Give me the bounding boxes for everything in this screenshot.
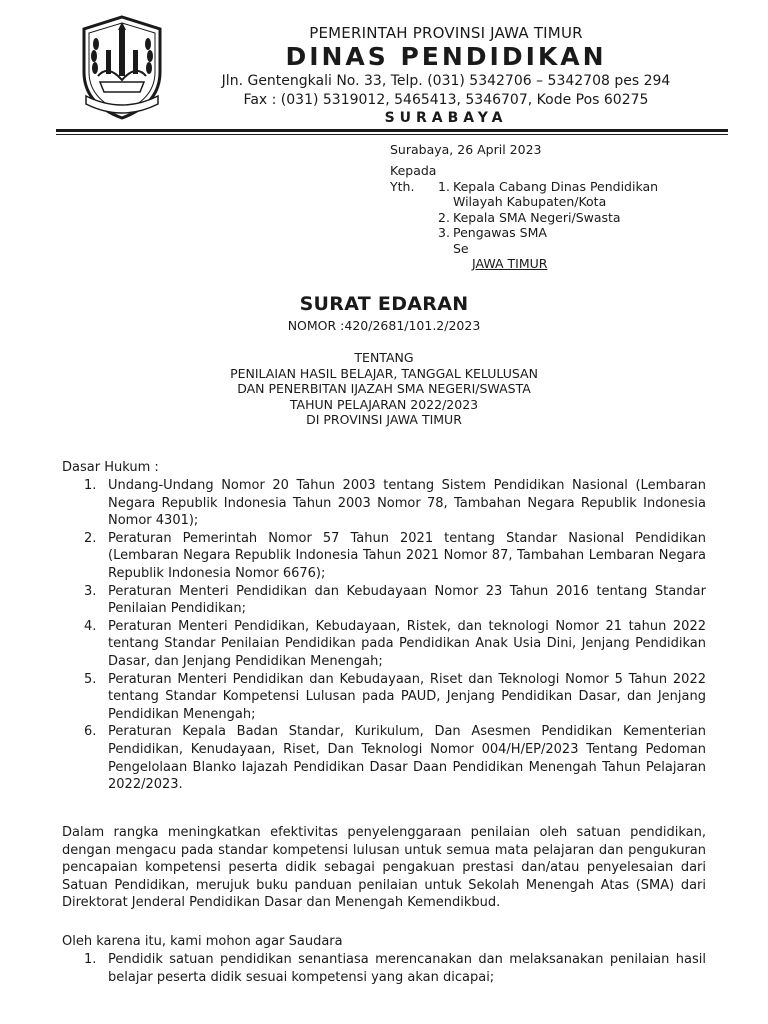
legal-basis-item: 4. Peraturan Menteri Pendidikan, Kebudayaan, Ristek, dan teknologi Nomor 21 tahun 2022 tentang Standar Penilaian Pendidikan pada Pendidikan Anak Usia Dini, Jenjang Pendidikan Dasar, dan Jenjang Pendidikan Menengah; bbox=[84, 618, 706, 669]
document-number: NOMOR :420/2681/101.2/2023 bbox=[287, 318, 481, 333]
legal-basis-item: 6. Peraturan Kepala Badan Standar, Kurikulum, Dan Asesmen Pendidikan Kementerian Pendidikan, Kenudayaan, Riset, Dan Teknologi Nomor 004/H/EP/2023 Tentang Pedoman Pengelolaan Blanko Iajazah Pendidikan Dasar Daan Pendidikan Menengah Tahun Pelajaran 2022/2023. bbox=[84, 724, 706, 793]
request-item: 1. Pendidik satuan pendidikan senantiasa merencanakan dan melaksanakan penilaian hasil belajar peserta didik sesuai kompetensi yang akan dicapai; bbox=[84, 952, 706, 985]
request-label: Oleh karena itu, kami mohon agar Saudara bbox=[62, 934, 343, 949]
subject-line: TENTANG bbox=[354, 350, 414, 365]
recipient-text: Wilayah Kabupaten/Kota bbox=[453, 194, 607, 209]
legal-basis-item: 2. Peraturan Pemerintah Nomor 57 Tahun 2021 tentang Standar Nasional Pendidikan (Lembaran Negara Republik Indonesia Tahun 2021 Nomor 87, Tambahan Lembaran Negara Republik Indonesia Nomor 6676); bbox=[84, 530, 706, 581]
legal-basis-item: 3. Peraturan Menteri Pendidikan dan Kebudayaan Nomor 23 Tahun 2016 tentang Standar Penilaian Pendidikan; bbox=[84, 583, 706, 617]
letterhead-rule-thick bbox=[56, 129, 728, 132]
province-emblem bbox=[78, 14, 166, 122]
legal-basis-item: 1. Undang-Undang Nomor 20 Tahun 2003 tentang Sistem Pendidikan Nasional (Lembaran Negara Republik Indonesia Tahun 2003 Nomor 78, Tambahan Negara Republik Indonesia Nomor 4301); bbox=[84, 478, 706, 529]
legal-basis-list bbox=[62, 477, 706, 794]
document-title: SURAT EDARAN bbox=[299, 293, 469, 315]
legal-basis-item: 5. Peraturan Menteri Pendidikan dan Kebudayaan, Riset dan Teknologi Nomor 5 Tahun 2022 tentang Standar Kompetensi Lulusan pada PAUD, Jenjang Pendidikan Dasar, dan Jenjang Pendidikan Menengah; bbox=[84, 671, 706, 722]
recipient-text: Kepala SMA Negeri/Swasta bbox=[453, 209, 621, 225]
yth-label: Yth. bbox=[390, 178, 415, 194]
request-list bbox=[62, 951, 706, 986]
letterhead-rule-thin bbox=[56, 134, 728, 135]
recipient-num: 1. bbox=[438, 178, 450, 194]
recipient-num: 2. bbox=[438, 209, 450, 225]
letterhead-address: Jln. Gentengkali No. 33, Telp. (031) 5342706 – 5342708 pes 294 bbox=[221, 73, 671, 89]
subject-line: DI PROVINSI JAWA TIMUR bbox=[306, 412, 462, 427]
subject-block bbox=[0, 350, 768, 428]
recipient-num: 3. bbox=[438, 225, 450, 240]
letterhead-department: DINAS PENDIDIKAN bbox=[285, 42, 607, 71]
letterhead-fax: Fax : (031) 5319012, 5465413, 5346707, Kode Pos 60275 bbox=[243, 92, 649, 108]
recipient-text: Pengawas SMA bbox=[453, 225, 547, 240]
kepada-label: Kepada bbox=[390, 163, 437, 178]
subject-line: DAN PENERBITAN IJAZAH SMA NEGERI/SWASTA bbox=[237, 381, 531, 396]
recipient-region: JAWA TIMUR bbox=[472, 256, 548, 271]
letterhead-government: PEMERINTAH PROVINSI JAWA TIMUR bbox=[309, 24, 583, 42]
legal-basis-label: Dasar Hukum : bbox=[62, 460, 159, 475]
subject-line: PENILAIAN HASIL BELAJAR, TANGGAL KELULUSAN bbox=[230, 365, 538, 381]
letterhead-city: SURABAYA bbox=[384, 110, 508, 126]
recipient-text: Kepala Cabang Dinas Pendidikan bbox=[453, 178, 659, 194]
se-label: Se bbox=[453, 240, 469, 256]
body-paragraph: Dalam rangka meningkatkan efektivitas penyelenggaraan penilaian oleh satuan pendidikan, dengan mengacu pada standar kompetensi lulusan untuk semua mata pelajaran dan pengukuran pencapaian kompetensi peserta didik sebagai pengakuan prestasi dan/atau penyelesaian dari Satuan Pendidikan, merujuk buku panduan penilaian untuk Sekolah Menengah Atas (SMA) dari Direktorat Jenderal Pendidikan Dasar dan Menengah Kemendikbud. bbox=[62, 825, 706, 911]
subject-line: TAHUN PELAJARAN 2022/2023 bbox=[289, 396, 479, 412]
letter-date: Surabaya, 26 April 2023 bbox=[390, 142, 542, 157]
